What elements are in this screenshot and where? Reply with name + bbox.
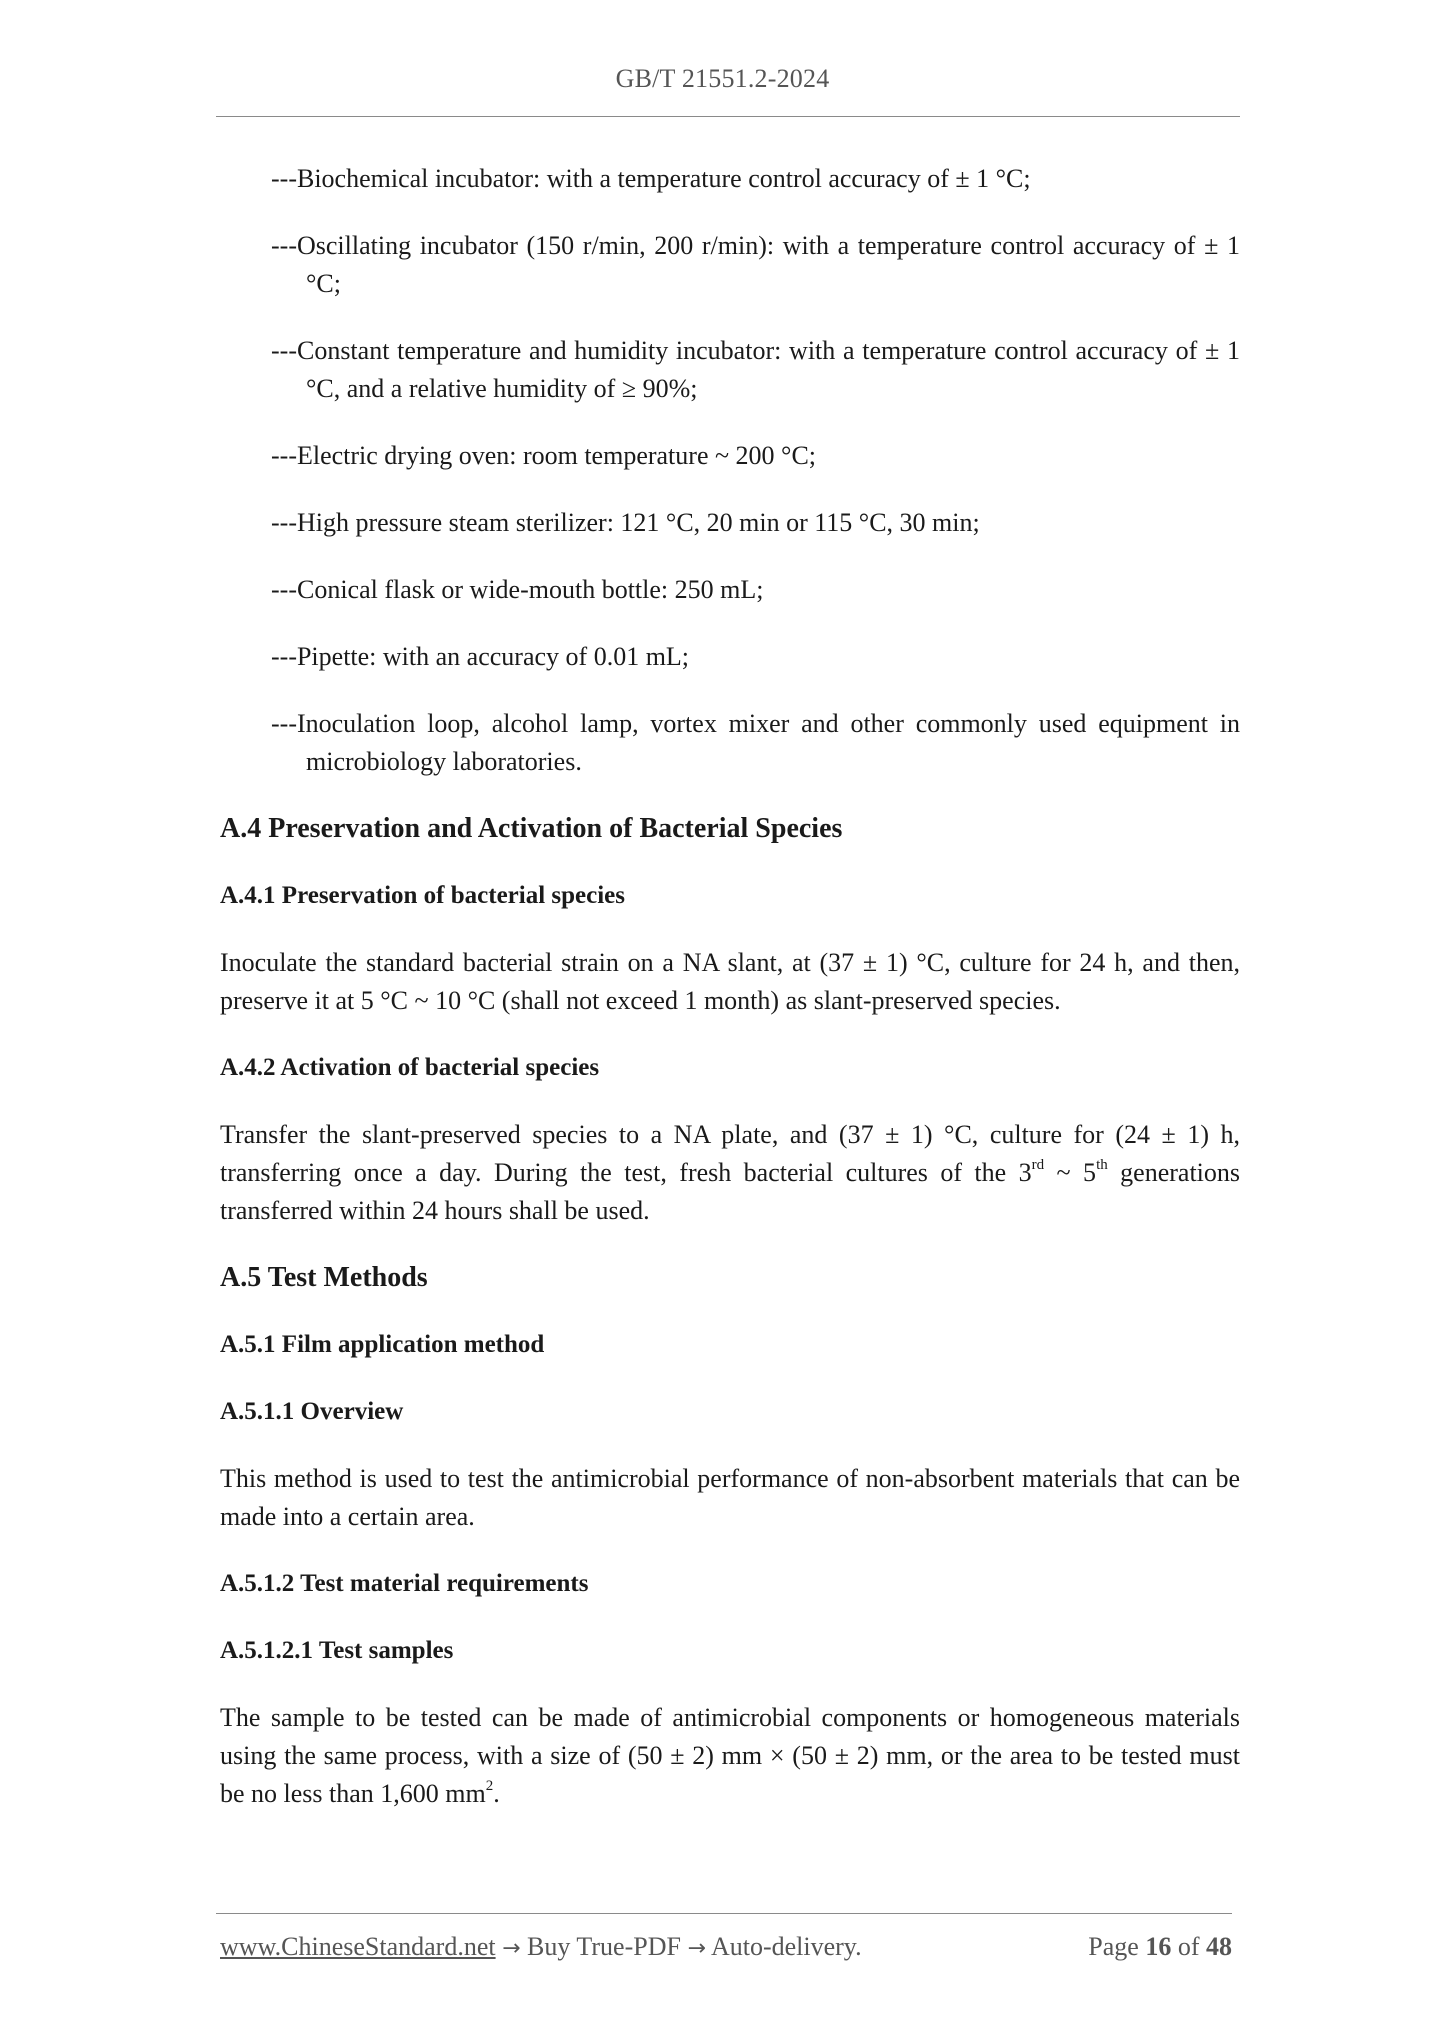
equipment-item: ---Biochemical incubator: with a temperature control accuracy of ± 1 °C;	[271, 164, 1031, 193]
page-current: 16	[1145, 1932, 1172, 1961]
equipment-item: ---Inoculation loop, alcohol lamp, vortex mixer and other commonly used equipment in microbiology laboratories.	[271, 709, 1240, 776]
section-heading-a4: A.4 Preservation and Activation of Bacterial Species	[220, 813, 843, 844]
equipment-item: ---High pressure steam sterilizer: 121 °C, 20 min or 115 °C, 30 min;	[271, 508, 980, 537]
page-total: 48	[1206, 1932, 1232, 1961]
equipment-item: ---Constant temperature and humidity incubator: with a temperature control accuracy of ± 1 °C, and a relative humidity of ≥ 90%;	[271, 336, 1240, 403]
website-link[interactable]: www.ChineseStandard.net	[220, 1932, 496, 1961]
footer-delivery-text: Auto-delivery.	[705, 1932, 862, 1961]
page-number	[1088, 1932, 1232, 1962]
subsection-heading-a512: A.5.1.2 Test material requirements	[220, 1570, 589, 1597]
subsection-heading-a41: A.4.1 Preservation of bacterial species	[220, 882, 625, 909]
superscript-squared: 2	[485, 1778, 494, 1795]
arrow-right-icon: →	[502, 1936, 521, 1961]
paragraph-a42-part2: ~ 5	[1044, 1158, 1097, 1187]
paragraph-a5121-text: The sample to be tested can be made of antimicrobial components or homogeneous materials using the same process, with a size of (50 ± 2) mm × (50 ± 2) mm, or the area to be tested must be no less than 1,600 mm	[220, 1703, 1240, 1808]
paragraph-a42-part1: Transfer the slant-preserved species to a NA plate, and (37 ± 1) °C, culture for (24 ± 1) h, transferring once a day. During the test, fresh bacterial cultures of the 3	[220, 1120, 1240, 1187]
page-of: of	[1177, 1932, 1200, 1961]
footer-divider	[216, 1913, 1232, 1914]
footer-promo	[220, 1932, 862, 1962]
footer-buy-text: Buy True-PDF	[520, 1932, 688, 1961]
paragraph-a41: Inoculate the standard bacterial strain on a NA slant, at (37 ± 1) °C, culture for 24 h, and then, preserve it at 5 °C ~ 10 °C (shall not exceed 1 month) as slant-preserved species.	[220, 948, 1240, 1015]
subsection-heading-a51: A.5.1 Film application method	[220, 1331, 545, 1358]
equipment-item: ---Electric drying oven: room temperature ~ 200 °C;	[271, 441, 817, 470]
page-content	[220, 160, 1240, 1842]
paragraph-a5121	[220, 1699, 1240, 1813]
equipment-item: ---Oscillating incubator (150 r/min, 200 r/min): with a temperature control accuracy of ± 1 °C;	[271, 231, 1240, 298]
paragraph-a42	[220, 1116, 1240, 1230]
arrow-right-icon: →	[687, 1936, 706, 1961]
superscript-rd: rd	[1031, 1157, 1045, 1174]
equipment-item: ---Conical flask or wide-mouth bottle: 250 mL;	[271, 575, 764, 604]
page-label: Page	[1088, 1932, 1139, 1961]
header-divider	[216, 116, 1240, 117]
subsection-heading-a511: A.5.1.1 Overview	[220, 1398, 404, 1425]
section-heading-a5: A.5 Test Methods	[220, 1262, 428, 1293]
subsection-heading-a42: A.4.2 Activation of bacterial species	[220, 1054, 600, 1081]
subsection-heading-a5121: A.5.1.2.1 Test samples	[220, 1637, 454, 1664]
document-header-title: GB/T 21551.2-2024	[615, 64, 830, 93]
paragraph-a511: This method is used to test the antimicrobial performance of non-absorbent materials that can be made into a certain area.	[220, 1464, 1240, 1531]
paragraph-a5121-end: .	[493, 1779, 500, 1808]
paragraph-a42-part3: generations transferred within 24 hours shall be used.	[220, 1158, 1241, 1225]
equipment-item: ---Pipette: with an accuracy of 0.01 mL;	[271, 642, 690, 671]
superscript-th: th	[1096, 1157, 1108, 1174]
